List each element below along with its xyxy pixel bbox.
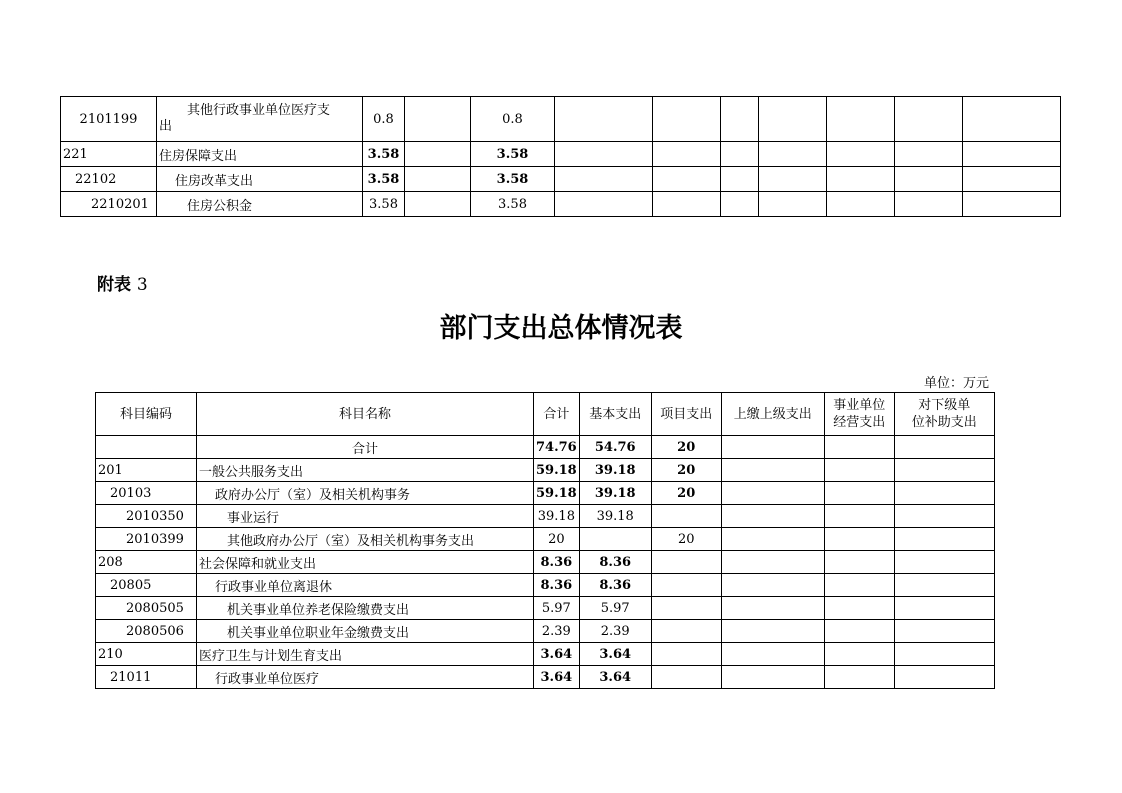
table-row: [96, 482, 995, 505]
subsidy-cell: [894, 597, 994, 620]
table-row: [61, 167, 1061, 192]
name-cell: 医疗卫生与计划生育支出: [197, 643, 534, 666]
subsidy-cell: [894, 574, 994, 597]
upper-cell: [721, 459, 824, 482]
empty-cell: [759, 192, 827, 217]
table-row: [96, 597, 995, 620]
continuation-table: [60, 96, 1061, 217]
upper-cell: [721, 436, 824, 459]
total-cell: 3.58: [363, 192, 405, 217]
subsidy-cell: [894, 459, 994, 482]
code-cell: 20103: [96, 482, 197, 505]
code-cell: 20805: [96, 574, 197, 597]
basic-cell: 8.36: [579, 551, 651, 574]
table-row: [61, 192, 1061, 217]
total-cell: 2.39: [534, 620, 580, 643]
project-cell: 20: [651, 528, 721, 551]
project-cell: [651, 620, 721, 643]
table-row: [96, 643, 995, 666]
empty-cell: [895, 167, 963, 192]
empty-cell: [963, 142, 1061, 167]
business-cell: [824, 436, 894, 459]
header-business: [824, 393, 894, 436]
code-cell: 2010350: [96, 505, 197, 528]
empty-cell: [827, 97, 895, 142]
name-cell: 政府办公厅（室）及相关机构事务: [197, 482, 534, 505]
empty-cell: [895, 192, 963, 217]
name-cell: 机关事业单位养老保险缴费支出: [197, 597, 534, 620]
subsidy-cell: [894, 666, 994, 689]
expenditure-table: [95, 392, 995, 689]
name-cell: 社会保障和就业支出: [197, 551, 534, 574]
header-total: 合计: [534, 393, 580, 436]
basic-cell: [579, 528, 651, 551]
empty-cell: [963, 192, 1061, 217]
empty-cell: [759, 142, 827, 167]
empty-cell: [405, 192, 471, 217]
empty-cell: [963, 167, 1061, 192]
name-line-1: 其他行政事业单位医疗支: [187, 103, 331, 118]
project-cell: 20: [651, 436, 721, 459]
basic-cell: 3.64: [579, 666, 651, 689]
basic-cell: 3.58: [471, 142, 555, 167]
total-cell: 3.58: [363, 142, 405, 167]
project-cell: [651, 643, 721, 666]
name-cell: 住房改革支出: [157, 167, 363, 192]
empty-cell: [827, 142, 895, 167]
upper-cell: [721, 666, 824, 689]
empty-cell: [653, 192, 721, 217]
annex-label: [97, 270, 148, 295]
project-cell: [651, 666, 721, 689]
total-cell: 3.64: [534, 666, 580, 689]
empty-cell: [721, 142, 759, 167]
code-cell: 2080505: [96, 597, 197, 620]
code-cell: 2080506: [96, 620, 197, 643]
total-cell: 8.36: [534, 574, 580, 597]
business-cell: [824, 666, 894, 689]
upper-cell: [721, 551, 824, 574]
table-row: [96, 505, 995, 528]
empty-cell: [895, 142, 963, 167]
total-cell: 59.18: [534, 459, 580, 482]
project-cell: [651, 597, 721, 620]
header-business-line-2: 经营支出: [833, 415, 886, 430]
empty-cell: [653, 167, 721, 192]
table-row: [96, 459, 995, 482]
empty-cell: [555, 167, 653, 192]
upper-cell: [721, 482, 824, 505]
header-name: 科目名称: [197, 393, 534, 436]
subsidy-cell: [894, 482, 994, 505]
table-row: [61, 97, 1061, 142]
name-cell: 住房公积金: [157, 192, 363, 217]
upper-cell: [721, 620, 824, 643]
project-cell: 20: [651, 459, 721, 482]
total-cell: 3.64: [534, 643, 580, 666]
business-cell: [824, 528, 894, 551]
subsidy-cell: [894, 620, 994, 643]
header-subsidy: [894, 393, 994, 436]
empty-cell: [405, 167, 471, 192]
business-cell: [824, 574, 894, 597]
name-cell: 事业运行: [197, 505, 534, 528]
upper-cell: [721, 597, 824, 620]
table-row: [96, 620, 995, 643]
business-cell: [824, 551, 894, 574]
unit-label: 单位：万元: [923, 376, 989, 391]
empty-cell: [895, 97, 963, 142]
code-cell: 221: [61, 142, 157, 167]
code-cell: 208: [96, 551, 197, 574]
subsidy-cell: [894, 528, 994, 551]
name-cell: 行政事业单位离退休: [197, 574, 534, 597]
header-row: [96, 393, 995, 436]
basic-cell: 8.36: [579, 574, 651, 597]
annex-number: 3: [136, 275, 148, 295]
name-cell: 住房保障支出: [157, 142, 363, 167]
empty-cell: [721, 97, 759, 142]
table-row: [96, 528, 995, 551]
table-row: [96, 574, 995, 597]
total-cell: 59.18: [534, 482, 580, 505]
header-code: 科目编码: [96, 393, 197, 436]
code-cell: [96, 436, 197, 459]
empty-cell: [827, 192, 895, 217]
upper-cell: [721, 505, 824, 528]
empty-cell: [963, 97, 1061, 142]
table-row: [96, 551, 995, 574]
empty-cell: [653, 142, 721, 167]
annex-text: 附表: [97, 275, 131, 295]
name-cell: [157, 97, 363, 142]
header-project: 项目支出: [651, 393, 721, 436]
project-cell: [651, 551, 721, 574]
business-cell: [824, 643, 894, 666]
table-row: [96, 666, 995, 689]
name-cell: 一般公共服务支出: [197, 459, 534, 482]
total-cell: 5.97: [534, 597, 580, 620]
code-cell: 2010399: [96, 528, 197, 551]
total-cell: 20: [534, 528, 580, 551]
name-cell: 其他政府办公厅（室）及相关机构事务支出: [197, 528, 534, 551]
basic-cell: 2.39: [579, 620, 651, 643]
header-business-line-1: 事业单位: [833, 398, 886, 413]
upper-cell: [721, 643, 824, 666]
total-cell: 39.18: [534, 505, 580, 528]
business-cell: [824, 620, 894, 643]
upper-cell: [721, 528, 824, 551]
empty-cell: [759, 97, 827, 142]
code-cell: 21011: [96, 666, 197, 689]
name-cell: 合计: [197, 436, 534, 459]
basic-cell: 39.18: [579, 505, 651, 528]
business-cell: [824, 597, 894, 620]
basic-cell: 3.58: [471, 192, 555, 217]
code-cell: 210: [96, 643, 197, 666]
empty-cell: [653, 97, 721, 142]
basic-cell: 54.76: [579, 436, 651, 459]
header-basic: 基本支出: [579, 393, 651, 436]
name-cell: 行政事业单位医疗: [197, 666, 534, 689]
basic-cell: 3.64: [579, 643, 651, 666]
empty-cell: [759, 167, 827, 192]
empty-cell: [555, 192, 653, 217]
code-cell: 22102: [61, 167, 157, 192]
total-cell: 3.58: [363, 167, 405, 192]
code-cell: 2101199: [61, 97, 157, 142]
project-cell: 20: [651, 482, 721, 505]
header-upper: 上缴上级支出: [721, 393, 824, 436]
empty-cell: [405, 142, 471, 167]
basic-cell: 3.58: [471, 167, 555, 192]
empty-cell: [721, 167, 759, 192]
basic-cell: 39.18: [579, 482, 651, 505]
total-cell: 74.76: [534, 436, 580, 459]
table-row: [61, 142, 1061, 167]
subsidy-cell: [894, 551, 994, 574]
header-subsidy-line-1: 对下级单: [918, 398, 971, 413]
header-subsidy-line-2: 位补助支出: [911, 415, 977, 430]
name-line-2: 出: [159, 119, 173, 134]
business-cell: [824, 505, 894, 528]
code-cell: 201: [96, 459, 197, 482]
empty-cell: [405, 97, 471, 142]
name-cell: 机关事业单位职业年金缴费支出: [197, 620, 534, 643]
basic-cell: 5.97: [579, 597, 651, 620]
empty-cell: [555, 142, 653, 167]
subsidy-cell: [894, 436, 994, 459]
subsidy-cell: [894, 505, 994, 528]
empty-cell: [827, 167, 895, 192]
business-cell: [824, 482, 894, 505]
empty-cell: [555, 97, 653, 142]
basic-cell: 0.8: [471, 97, 555, 142]
page-title: 部门支出总体情况表: [439, 313, 683, 344]
code-cell: 2210201: [61, 192, 157, 217]
subsidy-cell: [894, 643, 994, 666]
basic-cell: 39.18: [579, 459, 651, 482]
table-body: [96, 436, 995, 689]
total-cell: 8.36: [534, 551, 580, 574]
total-cell: 0.8: [363, 97, 405, 142]
empty-cell: [721, 192, 759, 217]
table-row: [96, 436, 995, 459]
project-cell: [651, 574, 721, 597]
business-cell: [824, 459, 894, 482]
project-cell: [651, 505, 721, 528]
upper-cell: [721, 574, 824, 597]
